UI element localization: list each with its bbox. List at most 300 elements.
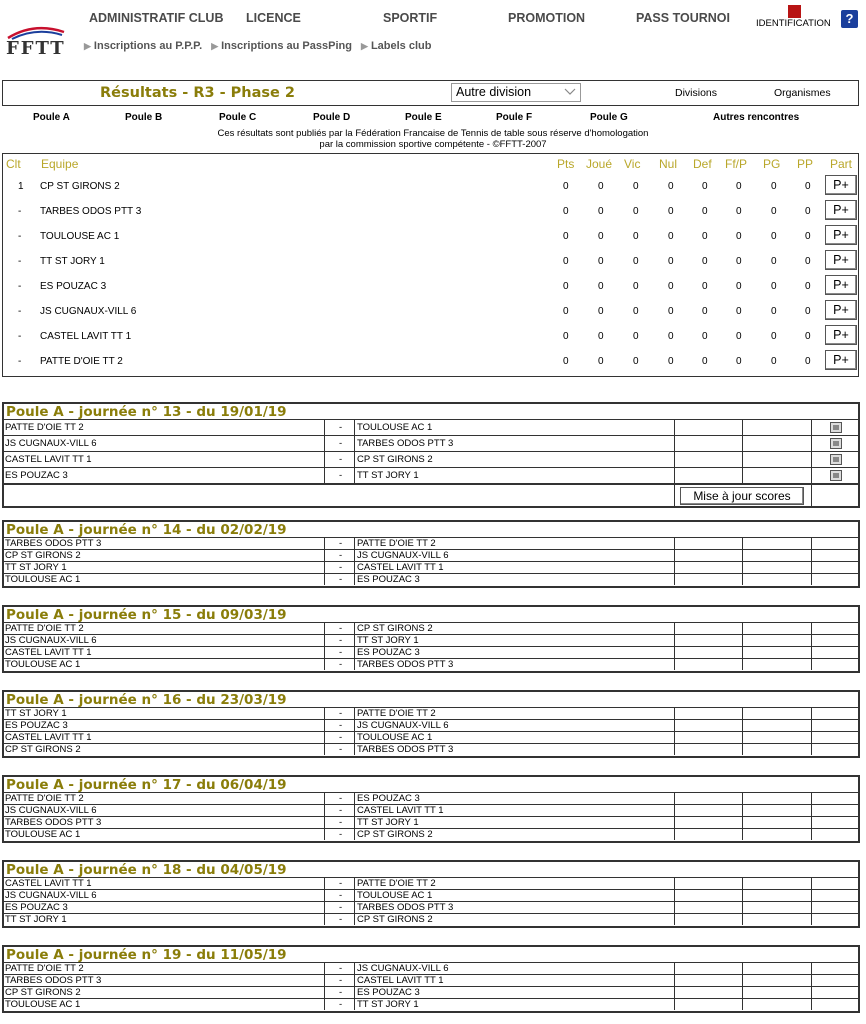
feuille-match-icon[interactable] (830, 438, 842, 449)
cell-divider (811, 732, 812, 743)
away-team: TARBES ODOS PTT 3 (357, 438, 454, 449)
home-team: CP ST GIRONS 2 (5, 550, 81, 561)
versus-dash: - (339, 550, 343, 561)
identification-link[interactable]: IDENTIFICATION (756, 18, 831, 29)
cell-divider (674, 708, 675, 719)
update-scores-button[interactable]: Mise à jour scores (680, 487, 804, 505)
cell-divider (324, 963, 325, 974)
cell-divider (324, 635, 325, 646)
stat-cell: 0 (668, 306, 674, 317)
rank-cell: - (18, 281, 22, 292)
home-team: TARBES ODOS PTT 3 (5, 817, 102, 828)
home-team: TOULOUSE AC 1 (5, 659, 81, 670)
match-row (4, 420, 858, 436)
stat-cell: 0 (563, 356, 569, 367)
part-button[interactable]: P+ (825, 200, 857, 220)
table-row (3, 299, 858, 324)
home-team: PATTE D'OIE TT 2 (5, 793, 84, 804)
cell-divider (324, 623, 325, 634)
match-row (4, 878, 858, 890)
cell-divider (674, 720, 675, 731)
team-name[interactable]: PATTE D'OIE TT 2 (40, 356, 123, 367)
cell-divider (674, 538, 675, 549)
home-team: PATTE D'OIE TT 2 (5, 963, 84, 974)
tab-poule-b[interactable]: Poule B (125, 112, 163, 123)
journee-title: Poule A - journée n° 18 - du 04/05/19 (4, 862, 858, 878)
cell-divider (742, 878, 743, 889)
stat-cell: 0 (563, 281, 569, 292)
match-row (4, 436, 858, 452)
organismes-link[interactable]: Organismes (774, 87, 831, 99)
cell-divider (674, 914, 675, 925)
update-row (4, 484, 858, 506)
cell-divider (742, 538, 743, 549)
cell-divider (742, 452, 743, 467)
feuille-match-icon[interactable] (830, 470, 842, 481)
cell-divider (674, 452, 675, 467)
stat-cell: 0 (805, 356, 811, 367)
cell-divider (354, 987, 355, 998)
match-row (4, 562, 858, 574)
cell-divider (354, 793, 355, 804)
table-row (3, 224, 858, 249)
cell-divider (811, 987, 812, 998)
identification-icon[interactable] (788, 5, 801, 18)
stat-cell: 0 (563, 181, 569, 192)
match-row (4, 963, 858, 975)
disclaimer: Ces résultats sont publiés par la Fédération Francaise de Tennis de table sous réserve d'homologation par la commission sportive compétente - ©FFTT-2007 (217, 128, 649, 150)
home-team: JS CUGNAUX-VILL 6 (5, 438, 97, 449)
cell-divider (354, 720, 355, 731)
home-team: TOULOUSE AC 1 (5, 829, 81, 840)
rank-cell: - (18, 206, 22, 217)
stat-cell: 0 (736, 281, 742, 292)
away-team: TOULOUSE AC 1 (357, 422, 433, 433)
home-team: TARBES ODOS PTT 3 (5, 975, 102, 986)
stat-cell: 0 (805, 306, 811, 317)
versus-dash: - (339, 470, 343, 481)
table-row (3, 349, 858, 374)
cell-divider (811, 708, 812, 719)
stat-cell: 0 (736, 206, 742, 217)
versus-dash: - (339, 574, 343, 585)
away-team: JS CUGNAUX-VILL 6 (357, 720, 449, 731)
tab-poule-e[interactable]: Poule E (405, 112, 442, 123)
away-team: ES POUZAC 3 (357, 793, 420, 804)
cell-divider (674, 550, 675, 561)
part-button[interactable]: P+ (825, 175, 857, 195)
results-bar (2, 80, 859, 106)
match-row (4, 987, 858, 999)
cell-divider (324, 436, 325, 451)
stat-cell: 0 (771, 331, 777, 342)
stat-cell: 0 (668, 256, 674, 267)
cell-divider (674, 890, 675, 901)
cell-divider (324, 999, 325, 1010)
feuille-match-icon[interactable] (830, 454, 842, 465)
cell-divider (674, 829, 675, 840)
cell-divider (354, 817, 355, 828)
team-name[interactable]: ES POUZAC 3 (40, 281, 107, 292)
stat-cell: 0 (668, 206, 674, 217)
sub-nav (78, 40, 431, 52)
rank-cell: - (18, 356, 22, 367)
home-team: CASTEL LAVIT TT 1 (5, 454, 92, 465)
away-team: CASTEL LAVIT TT 1 (357, 562, 444, 573)
cell-divider (354, 452, 355, 467)
journee-title: Poule A - journée n° 13 - du 19/01/19 (4, 404, 858, 420)
tab-poule-g[interactable]: Poule G (590, 112, 628, 123)
table-row (3, 324, 858, 349)
site-header (0, 0, 866, 70)
home-team: ES POUZAC 3 (5, 470, 68, 481)
versus-dash: - (339, 647, 343, 658)
journee-block (2, 520, 860, 588)
stat-cell: 0 (668, 356, 674, 367)
col-header: Pts (557, 157, 575, 171)
away-team: ES POUZAC 3 (357, 987, 420, 998)
cell-divider (742, 987, 743, 998)
tab-poule-d[interactable]: Poule D (313, 112, 351, 123)
cell-divider (811, 829, 812, 840)
cell-divider (811, 420, 812, 435)
stat-cell: 0 (805, 231, 811, 242)
match-row (4, 550, 858, 562)
rank-cell: - (18, 231, 22, 242)
match-row (4, 744, 858, 756)
cell-divider (674, 744, 675, 755)
stat-cell: 0 (771, 356, 777, 367)
away-team: JS CUGNAUX-VILL 6 (357, 550, 449, 561)
col-header: Joué (586, 157, 613, 171)
match-row (4, 732, 858, 744)
fftt-logo[interactable]: FFTT (4, 38, 68, 60)
part-button[interactable]: P+ (825, 325, 857, 345)
stat-cell: 0 (736, 181, 742, 192)
versus-dash: - (339, 805, 343, 816)
versus-dash: - (339, 422, 343, 433)
away-team: ES POUZAC 3 (357, 647, 420, 658)
cell-divider (742, 890, 743, 901)
cell-divider (811, 975, 812, 986)
team-name[interactable]: TARBES ODOS PTT 3 (40, 206, 142, 217)
stat-cell: 0 (702, 281, 708, 292)
col-header: PG (763, 157, 781, 171)
cell-divider (742, 436, 743, 451)
home-team: TOULOUSE AC 1 (5, 999, 81, 1010)
home-team: JS CUGNAUX-VILL 6 (5, 890, 97, 901)
away-team: CASTEL LAVIT TT 1 (357, 805, 444, 816)
col-header: Vic (624, 157, 641, 171)
home-team: ES POUZAC 3 (5, 902, 68, 913)
cell-divider (324, 744, 325, 755)
away-team: CP ST GIRONS 2 (357, 914, 433, 925)
versus-dash: - (339, 902, 343, 913)
stat-cell: 0 (702, 181, 708, 192)
cell-divider (811, 999, 812, 1010)
cell-divider (324, 817, 325, 828)
journee-title: Poule A - journée n° 17 - du 06/04/19 (4, 777, 858, 793)
cell-divider (674, 793, 675, 804)
home-team: TT ST JORY 1 (5, 562, 67, 573)
versus-dash: - (339, 732, 343, 743)
divisions-link[interactable]: Divisions (675, 87, 718, 99)
cell-divider (674, 485, 675, 507)
journee-block (2, 945, 860, 1013)
cell-divider (742, 914, 743, 925)
versus-dash: - (339, 659, 343, 670)
home-team: TT ST JORY 1 (5, 708, 67, 719)
cell-divider (742, 963, 743, 974)
cell-divider (742, 744, 743, 755)
team-name[interactable]: TT ST JORY 1 (40, 256, 105, 267)
team-name[interactable]: JS CUGNAUX-VILL 6 (40, 306, 137, 317)
cell-divider (324, 708, 325, 719)
cell-divider (324, 550, 325, 561)
away-team: CP ST GIRONS 2 (357, 829, 433, 840)
away-team: CASTEL LAVIT TT 1 (357, 975, 444, 986)
cell-divider (324, 647, 325, 658)
cell-divider (811, 793, 812, 804)
cell-divider (811, 963, 812, 974)
cell-divider (354, 574, 355, 585)
home-team: TT ST JORY 1 (5, 914, 67, 925)
home-team: CASTEL LAVIT TT 1 (5, 647, 92, 658)
part-button[interactable]: P+ (825, 300, 857, 320)
cell-divider (354, 975, 355, 986)
cell-divider (324, 720, 325, 731)
stat-cell: 0 (736, 256, 742, 267)
cell-divider (354, 647, 355, 658)
cell-divider (811, 574, 812, 585)
cell-divider (811, 635, 812, 646)
part-button[interactable]: P+ (825, 225, 857, 245)
versus-dash: - (339, 562, 343, 573)
match-row (4, 890, 858, 902)
col-header: Nul (659, 157, 678, 171)
cell-divider (742, 829, 743, 840)
stat-cell: 0 (563, 256, 569, 267)
cell-divider (674, 902, 675, 913)
match-row (4, 975, 858, 987)
help-icon[interactable]: ? (841, 10, 858, 28)
away-team: CP ST GIRONS 2 (357, 623, 433, 634)
versus-dash: - (339, 793, 343, 804)
sub-nav-labels[interactable]: Labels club (370, 40, 432, 52)
part-button[interactable]: P+ (825, 250, 857, 270)
cell-divider (324, 805, 325, 816)
stat-cell: 0 (633, 356, 639, 367)
stat-cell: 0 (598, 206, 604, 217)
cell-divider (742, 708, 743, 719)
cell-divider (354, 659, 355, 670)
ranking-table (2, 153, 859, 377)
cell-divider (324, 878, 325, 889)
stat-cell: 0 (563, 206, 569, 217)
stat-cell: 0 (805, 181, 811, 192)
cell-divider (354, 436, 355, 451)
cell-divider (674, 999, 675, 1010)
match-row (4, 817, 858, 829)
home-team: JS CUGNAUX-VILL 6 (5, 635, 97, 646)
cell-divider (354, 468, 355, 483)
match-row (4, 720, 858, 732)
versus-dash: - (339, 975, 343, 986)
cell-divider (674, 420, 675, 435)
cell-divider (811, 436, 812, 451)
cell-divider (811, 550, 812, 561)
tab-poule-c[interactable]: Poule C (219, 112, 257, 123)
match-row (4, 623, 858, 635)
away-team: PATTE D'OIE TT 2 (357, 878, 436, 889)
cell-divider (354, 420, 355, 435)
stat-cell: 0 (668, 281, 674, 292)
table-row (3, 199, 858, 224)
cell-divider (324, 732, 325, 743)
autres-rencontres-link[interactable]: Autres rencontres (713, 112, 800, 123)
away-team: JS CUGNAUX-VILL 6 (357, 963, 449, 974)
versus-dash: - (339, 720, 343, 731)
match-row (4, 999, 858, 1011)
cell-divider (674, 623, 675, 634)
stat-cell: 0 (805, 256, 811, 267)
away-team: PATTE D'OIE TT 2 (357, 538, 436, 549)
cell-divider (674, 468, 675, 483)
feuille-match-icon[interactable] (830, 422, 842, 433)
away-team: TT ST JORY 1 (357, 470, 419, 481)
cell-divider (674, 732, 675, 743)
away-team: TARBES ODOS PTT 3 (357, 659, 454, 670)
stat-cell: 0 (805, 331, 811, 342)
page-title: Résultats - R3 - Phase 2 (100, 85, 296, 101)
cell-divider (811, 623, 812, 634)
journee-block (2, 775, 860, 843)
cell-divider (674, 878, 675, 889)
tab-poule-f[interactable]: Poule F (496, 112, 533, 123)
team-name[interactable]: TOULOUSE AC 1 (40, 231, 120, 242)
cell-divider (811, 562, 812, 573)
versus-dash: - (339, 438, 343, 449)
stat-cell: 0 (598, 356, 604, 367)
cell-divider (674, 647, 675, 658)
nav-promotion[interactable]: PROMOTION (508, 11, 586, 25)
match-row (4, 452, 858, 468)
versus-dash: - (339, 744, 343, 755)
cell-divider (354, 550, 355, 561)
stat-cell: 0 (702, 231, 708, 242)
cell-divider (324, 890, 325, 901)
col-header: Part (830, 157, 853, 171)
sub-nav-passping[interactable]: Inscriptions au PassPing (221, 40, 352, 52)
part-button[interactable]: P+ (825, 350, 857, 370)
cell-divider (742, 793, 743, 804)
stat-cell: 0 (702, 306, 708, 317)
arrow-icon: ▶ (361, 41, 368, 51)
cell-divider (674, 987, 675, 998)
sub-nav-ppp[interactable]: Inscriptions au P.P.P. (93, 40, 203, 52)
stat-cell: 0 (598, 331, 604, 342)
home-team: TOULOUSE AC 1 (5, 574, 81, 585)
stat-cell: 0 (633, 331, 639, 342)
home-team: PATTE D'OIE TT 2 (5, 422, 84, 433)
cell-divider (674, 635, 675, 646)
versus-dash: - (339, 817, 343, 828)
cell-divider (811, 659, 812, 670)
away-team: TT ST JORY 1 (357, 999, 419, 1010)
rank-cell: - (18, 331, 22, 342)
cell-divider (324, 829, 325, 840)
stat-cell: 0 (805, 281, 811, 292)
table-row (3, 274, 858, 299)
team-name[interactable]: CASTEL LAVIT TT 1 (40, 331, 132, 342)
versus-dash: - (339, 999, 343, 1010)
cell-divider (811, 485, 812, 507)
nav-licence[interactable]: LICENCE (246, 11, 301, 25)
nav-sportif[interactable]: SPORTIF (383, 11, 438, 25)
cell-divider (354, 914, 355, 925)
journee-title: Poule A - journée n° 16 - du 23/03/19 (4, 692, 858, 708)
rank-cell: 1 (18, 181, 24, 192)
versus-dash: - (339, 987, 343, 998)
stat-cell: 0 (598, 281, 604, 292)
home-team: JS CUGNAUX-VILL 6 (5, 805, 97, 816)
cell-divider (324, 574, 325, 585)
nav-pass-tournoi[interactable]: PASS TOURNOI (636, 11, 730, 25)
cell-divider (354, 732, 355, 743)
stat-cell: 0 (702, 356, 708, 367)
stat-cell: 0 (563, 231, 569, 242)
cell-divider (324, 468, 325, 483)
stat-cell: 0 (633, 206, 639, 217)
versus-dash: - (339, 454, 343, 465)
cell-divider (811, 890, 812, 901)
away-team: PATTE D'OIE TT 2 (357, 708, 436, 719)
chevron-down-icon (564, 87, 576, 97)
nav-administratif-club[interactable]: ADMINISTRATIF CLUB (89, 11, 224, 25)
cell-divider (354, 538, 355, 549)
journee-block (2, 605, 860, 673)
stat-cell: 0 (771, 306, 777, 317)
cell-divider (811, 647, 812, 658)
cell-divider (324, 420, 325, 435)
cell-divider (354, 829, 355, 840)
cell-divider (811, 538, 812, 549)
cell-divider (674, 975, 675, 986)
stat-cell: 0 (598, 181, 604, 192)
cell-divider (354, 623, 355, 634)
team-name[interactable]: CP ST GIRONS 2 (40, 181, 120, 192)
cell-divider (324, 538, 325, 549)
versus-dash: - (339, 635, 343, 646)
journee-block (2, 860, 860, 928)
cell-divider (354, 635, 355, 646)
stat-cell: 0 (702, 256, 708, 267)
cell-divider (742, 550, 743, 561)
cell-divider (811, 468, 812, 483)
part-button[interactable]: P+ (825, 275, 857, 295)
home-team: PATTE D'OIE TT 2 (5, 623, 84, 634)
cell-divider (674, 963, 675, 974)
division-select[interactable]: Autre division (451, 83, 581, 102)
match-row (4, 659, 858, 671)
tab-poule-a[interactable]: Poule A (33, 112, 70, 123)
cell-divider (354, 805, 355, 816)
cell-divider (324, 914, 325, 925)
stat-cell: 0 (633, 281, 639, 292)
away-team: TOULOUSE AC 1 (357, 732, 433, 743)
match-row (4, 708, 858, 720)
cell-divider (354, 999, 355, 1010)
